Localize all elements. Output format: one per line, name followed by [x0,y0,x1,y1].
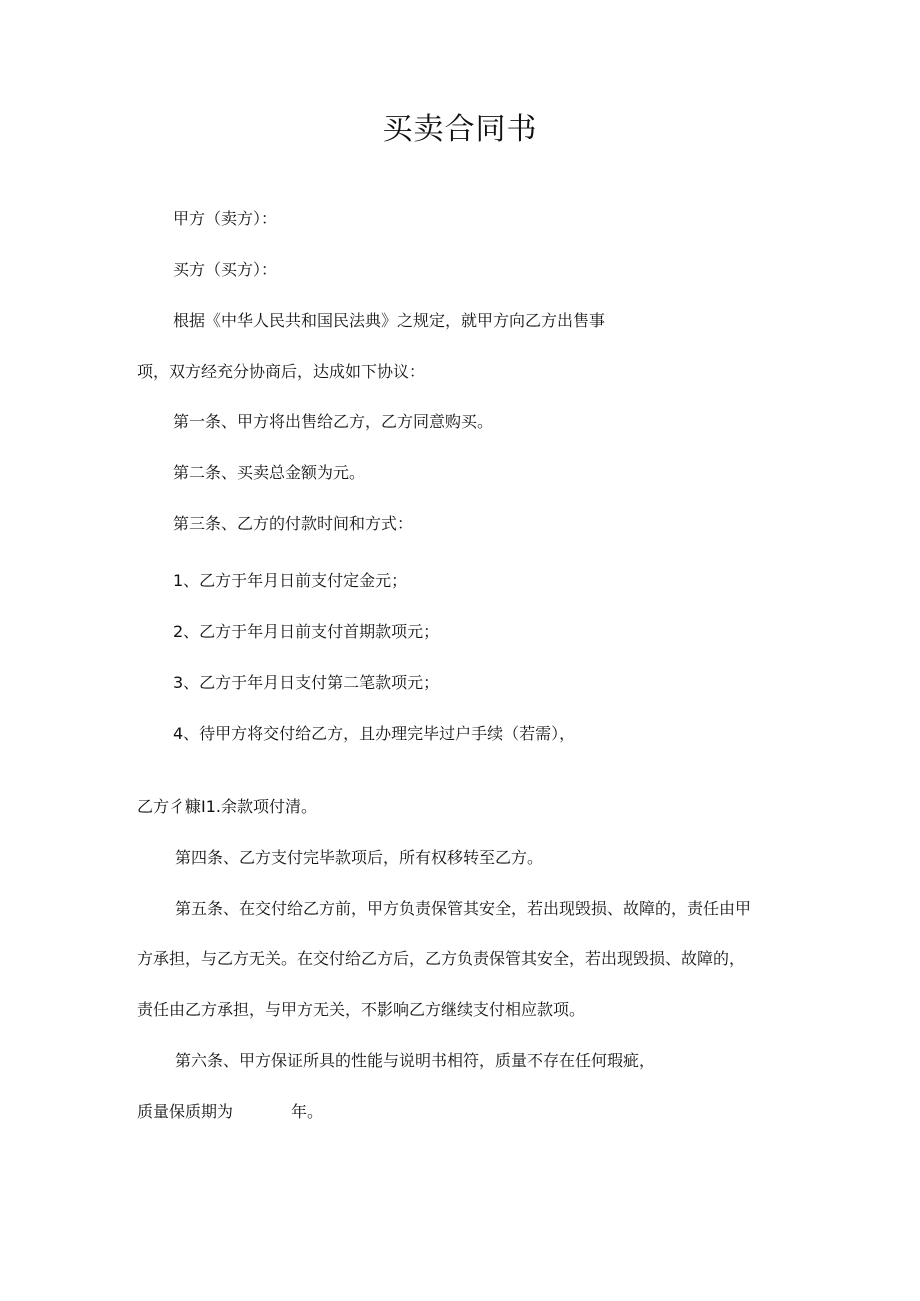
article-2: 第二条、买卖总金额为元。 [173,463,366,482]
preamble-line-2: 项，双方经充分协商后，达成如下协议： [137,362,426,381]
payment-item-4-continuation: 乙方彳糠I1.余款项付清。 [137,797,317,816]
payment-item-4: 4、待甲方将交付给乙方，且办理完毕过户手续（若需）， [173,724,576,743]
document-title: 买卖合同书 [382,112,538,147]
article-3: 第三条、乙方的付款时间和方式： [173,514,414,533]
article-4: 第四条、乙方支付完毕款项后，所有权移转至乙方。 [175,848,544,867]
warranty-label: 质量保质期为 [137,1102,234,1121]
article-5-line-2: 方承担，与乙方无关。在交付给乙方后，乙方负责保管其安全，若出现毁损、故障的， [137,949,746,968]
article-5-line-1: 第五条、在交付给乙方前，甲方负责保管其安全，若出现毁损、故障的，责任由甲 [175,899,752,918]
article-6-line-1: 第六条、甲方保证所具的性能与说明书相符，质量不存在任何瑕疵， [175,1051,656,1070]
article-1: 第一条、甲方将出售给乙方，乙方同意购买。 [173,412,494,431]
payment-item-3: 3、乙方于年月日支付第二笔款项元； [173,673,440,692]
warranty-unit: 年。 [291,1102,324,1121]
party-a-line: 甲方（卖方）： [173,209,278,228]
article-6-line-2 [137,1100,323,1124]
article-5-line-3: 责任由乙方承担，与甲方无关，不影响乙方继续支付相应款项。 [137,1000,586,1019]
payment-item-2: 2、乙方于年月日前支付首期款项元； [173,622,440,641]
payment-item-1: 1、乙方于年月日前支付定金元； [173,571,408,590]
preamble-line-1: 根据《中华人民共和国民法典》之规定，就甲方向乙方出售事 [173,311,606,330]
party-b-line: 买方（买方）： [173,260,278,279]
